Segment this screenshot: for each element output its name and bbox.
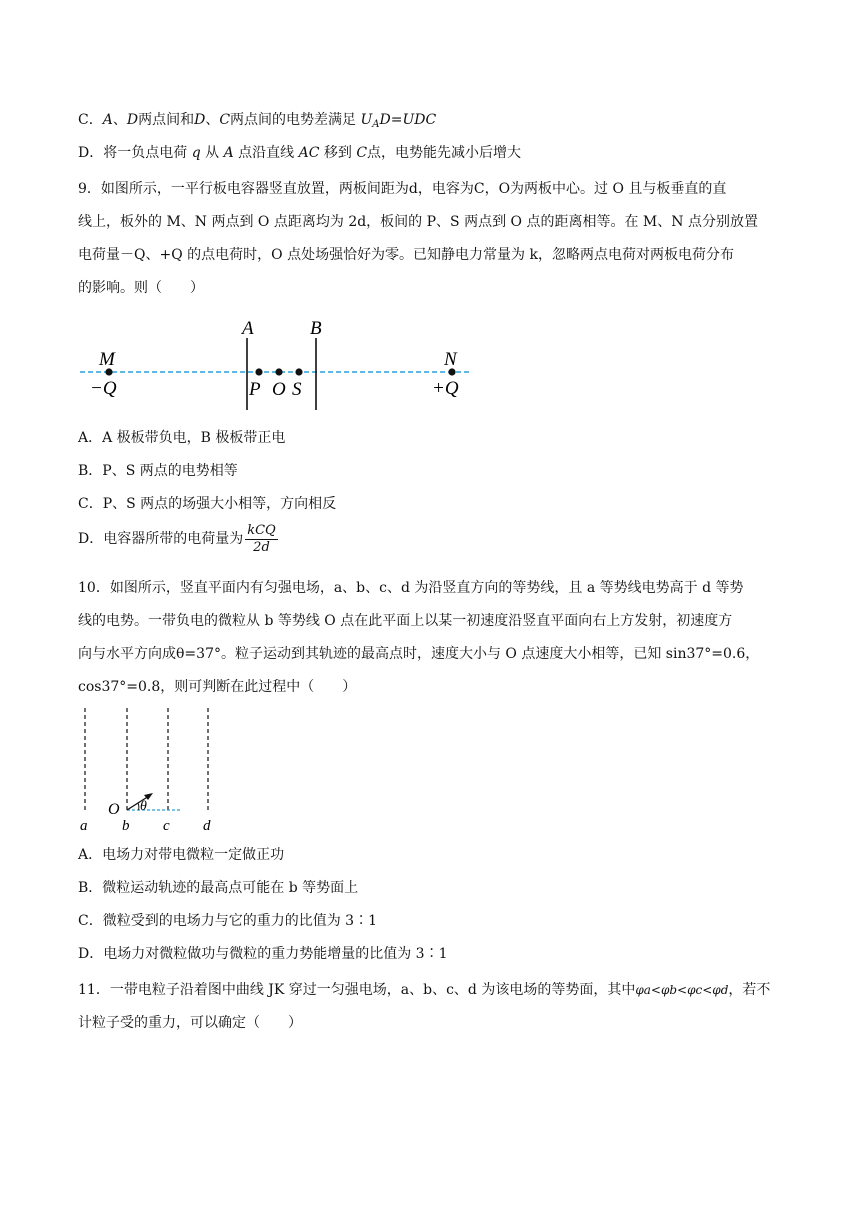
q11-phi-expression: φa<φb<φc<φd <box>635 983 729 997</box>
q9-fraction-numerator: kCQ <box>247 522 276 538</box>
q9-option-b: B．P、S 两点的电势相等 <box>78 463 238 479</box>
q10-option-c: C．微粒受到的电场力与它的重力的比值为 3∶1 <box>78 913 377 929</box>
q10-option-d: D．电场力对微粒做功与微粒的重力势能增量的比值为 3∶1 <box>78 946 448 962</box>
q10-stem-line-1: 10．如图所示，竖直平面内有匀强电场，a、b、c、d 为沿竖直方向的等势线，且 a 等势线电势高于 d 等势 <box>78 580 744 596</box>
q9-stem-line-4: 的影响。则（ ） <box>78 280 204 296</box>
q10-stem-line-2: 线的电势。一带负电的微粒从 b 等势线 O 点在此平面上以某一初速度沿竖直平面向右上方发射，初速度方 <box>78 613 733 629</box>
q10-label-o: O <box>108 801 120 818</box>
q8-option-d-t1: 从 <box>205 145 220 161</box>
q8-option-d-t3: 移到 <box>323 145 352 161</box>
q9-option-d-fraction <box>245 523 277 556</box>
q8-option-c-u: U <box>360 112 373 128</box>
q9-label-n: N <box>444 349 457 370</box>
q8-option-d-q: q <box>191 145 201 161</box>
q9-label-m: M <box>99 349 115 370</box>
q10-stem-line-4: cos37°=0.8，则可判断在此过程中（ ） <box>78 679 357 695</box>
q9-label-o: O <box>272 379 286 400</box>
q8-option-c-point-d: D <box>126 112 139 128</box>
q10-equipotential-figure <box>70 704 230 836</box>
q8-option-c-point-d2: D <box>194 112 206 128</box>
q9-option-c: C．P、S 两点的场强大小相等，方向相反 <box>78 496 337 512</box>
q8-option-c-sep2: 、 <box>205 112 220 128</box>
q10-label-d: d <box>203 818 211 834</box>
q8-option-d-c: C <box>356 145 368 161</box>
q8-option-c <box>78 110 778 130</box>
q8-option-d-prefix: D．将一负点电荷 <box>78 145 188 161</box>
q9-stem-line-2: 线上，板外的 M、N 两点到 O 点距离均为 2d，板间的 P、S 两点到 O 点的距离相等。在 M、N 点分别放置 <box>78 214 758 230</box>
q10-label-theta: θ <box>140 799 147 814</box>
q10-option-a: A．电场力对带电微粒一定做正功 <box>78 847 285 863</box>
q8-option-d-a: A <box>223 145 234 161</box>
q9-label-p: P <box>249 379 261 400</box>
q9-option-d-text: D．电容器所带的电荷量为 <box>78 531 244 547</box>
q10-label-b: b <box>122 818 130 834</box>
q11-stem-line-1-a: 11．一带电粒子沿着图中曲线 JK 穿过一匀强电场，a、b、c、d 为该电场的等势面，其中 <box>78 982 636 998</box>
q8-option-c-prefix: C． <box>78 112 103 128</box>
q9-label-neg-q: −Q <box>90 378 117 399</box>
q8-option-d-ac: AC <box>298 145 320 161</box>
q11-stem-line-2: 计粒子受的重力，可以确定（ ） <box>78 1015 302 1031</box>
q9-point-s <box>295 368 302 375</box>
q8-option-d-t4: 点，电势能先减小后增大 <box>367 145 522 161</box>
q10-stem-line-3: 向与水平方向成θ=37°。粒子运动到其轨迹的最高点时，速度大小与 O 点速度大小相等，已知 sin37°=0.6， <box>78 646 760 662</box>
q8-option-c-sep1: 、 <box>112 112 127 128</box>
q9-label-b: B <box>310 318 322 339</box>
q9-option-a: A．A 极板带负电，B 极板带正电 <box>78 430 286 446</box>
q8-option-c-sub: A <box>372 119 380 130</box>
q9-option-d <box>78 522 778 556</box>
q9-capacitor-figure <box>78 312 478 416</box>
q8-option-c-point-a: A <box>102 112 113 128</box>
q11-stem-line-1 <box>78 980 778 1000</box>
q8-option-c-suffix: 两点间的电势差满足 <box>230 112 357 128</box>
q8-option-d <box>78 143 778 163</box>
q8-option-c-mid: 两点间和 <box>138 112 195 128</box>
q9-stem-line-1: 9．如图所示，一平行板电容器竖直放置，两板间距为d，电容为C，O为两板中心。过 O 且与板垂直的直 <box>78 181 727 197</box>
q9-label-a: A <box>242 318 254 339</box>
q9-stem-line-3: 电荷量－Q、+Q 的点电荷时，O 点处场强恰好为零。已知静电力常量为 k，忽略两点电荷对两板电荷分布 <box>78 247 734 263</box>
q10-option-b: B．微粒运动轨迹的最高点可能在 b 等势面上 <box>78 880 359 896</box>
q9-point-o <box>275 368 282 375</box>
q10-label-a: a <box>80 818 88 834</box>
q9-label-pos-q: +Q <box>432 378 459 399</box>
q9-point-p <box>255 368 262 375</box>
q8-option-c-point-c: C <box>219 112 231 128</box>
q9-label-s: S <box>292 379 302 400</box>
q10-angle-arc <box>138 803 139 810</box>
q9-fraction-denominator: 2d <box>253 539 270 555</box>
q8-option-d-t2: 点沿直线 <box>238 145 295 161</box>
q8-option-c-rest: D=UDC <box>379 112 437 128</box>
q10-label-c: c <box>163 818 170 834</box>
q11-stem-line-1-b: ，若不 <box>728 982 771 998</box>
